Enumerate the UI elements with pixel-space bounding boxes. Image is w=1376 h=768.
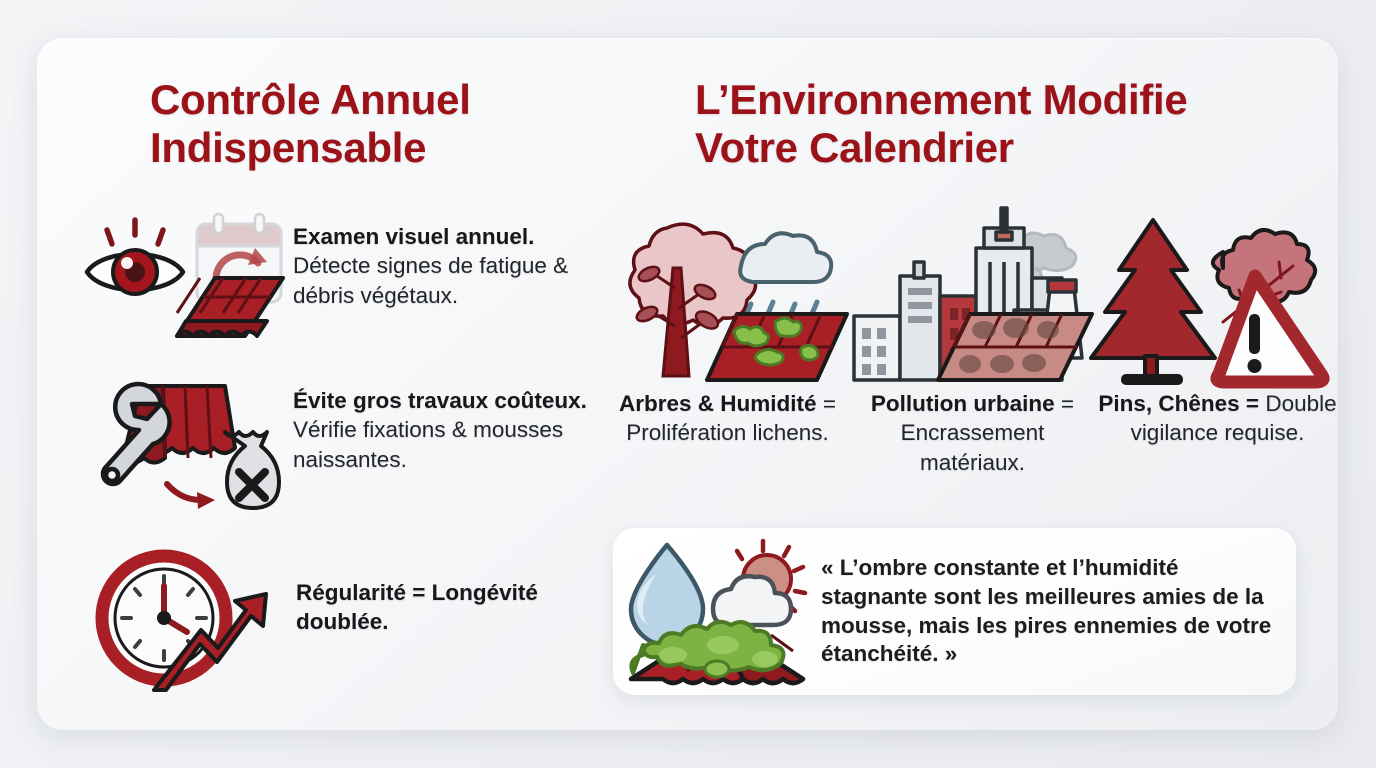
right-cell-2 bbox=[850, 218, 1095, 477]
clock-growth-arrow-icon bbox=[88, 552, 288, 692]
left-item-1 bbox=[85, 208, 593, 348]
wrench-roof-moneybag-icon bbox=[85, 372, 285, 512]
tree-rain-mossy-roof-icon bbox=[605, 218, 850, 383]
left-item-1-text bbox=[293, 208, 593, 310]
pine-oakleaf-warning-icon bbox=[1095, 218, 1340, 383]
quote-text: « L’ombre constante et l’humidité stagnante sont les meilleures amies de la mousse, mais les pires ennemies de votre étanchéité. » bbox=[821, 554, 1272, 667]
right-cell-1 bbox=[605, 218, 850, 448]
left-item-2-strong: Évite gros travaux coûteux. bbox=[293, 388, 587, 413]
left-item-2 bbox=[85, 372, 593, 512]
left-item-2-text bbox=[293, 372, 593, 474]
right-cell-2-text bbox=[850, 389, 1095, 477]
right-cell-1-text bbox=[605, 389, 850, 448]
left-item-1-rest: Détecte signes de fatigue & débris végétaux. bbox=[293, 253, 569, 308]
left-column-heading: Contrôle Annuel Indispensable bbox=[150, 76, 471, 171]
right-cell-3-strong: Pins, Chênes = bbox=[1098, 391, 1260, 416]
droplet-sun-mossy-roof-icon bbox=[613, 537, 821, 687]
right-cell-2-strong: Pollution urbaine bbox=[870, 391, 1055, 416]
left-item-3 bbox=[88, 552, 596, 692]
eye-calendar-roof-icon bbox=[85, 208, 285, 348]
right-cell-3-text bbox=[1095, 389, 1340, 448]
right-cell-2-rest: = Encrassement matériaux. bbox=[900, 391, 1075, 475]
left-item-2-rest: Vérifie fixations & mousses naissantes. bbox=[293, 417, 564, 472]
quote-card bbox=[613, 528, 1296, 695]
right-cell-3 bbox=[1095, 218, 1340, 448]
left-item-3-text bbox=[296, 552, 596, 637]
right-column-heading: L’Environnement Modifie Votre Calendrier bbox=[695, 76, 1188, 171]
left-item-3-strong: Régularité = Longévité doublée. bbox=[296, 580, 538, 635]
right-cell-1-rest: = Prolifération lichens. bbox=[626, 391, 836, 446]
city-smokestack-dirty-roof-icon bbox=[850, 218, 1095, 383]
right-cell-3-rest: Double vigilance requise. bbox=[1130, 391, 1337, 446]
right-cell-1-strong: Arbres & Humidité bbox=[619, 391, 817, 416]
left-item-1-strong: Examen visuel annuel. bbox=[293, 224, 535, 249]
